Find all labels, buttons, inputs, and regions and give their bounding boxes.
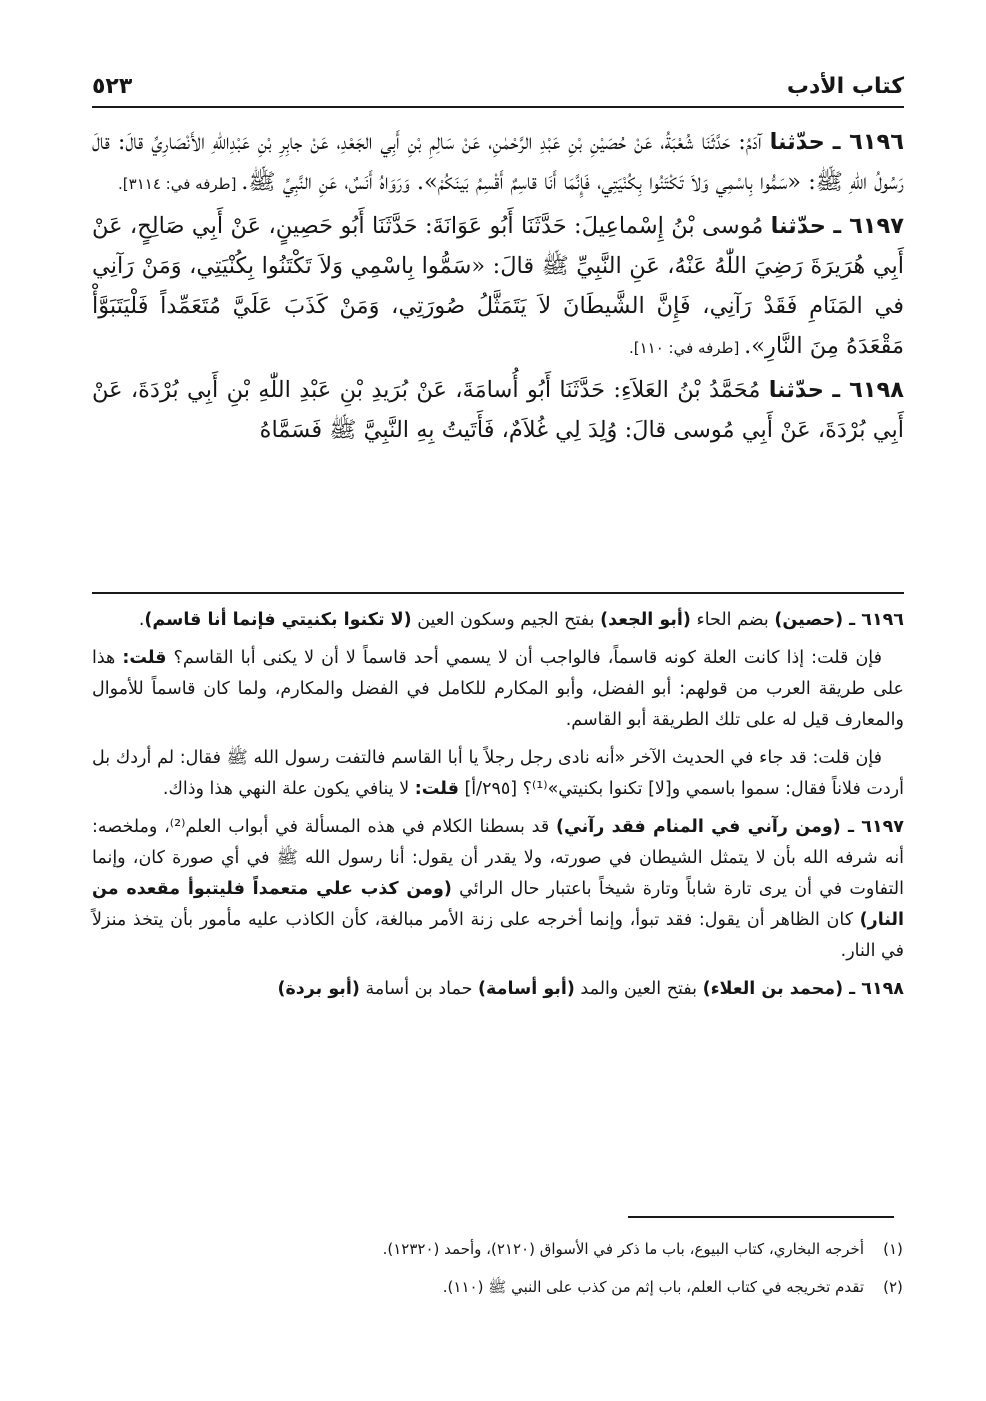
commentary-text: بفتح الجيم وسكون العين [411, 610, 601, 630]
hadith-6197 [92, 206, 904, 368]
footnote-text: أخرجه البخاري، كتاب البيوع، باب ما ذكر في الأسواق (٢١٢٠)، وأحمد (١٢٣٢٠). [382, 1240, 864, 1258]
commentary-paragraph [92, 812, 904, 967]
hadith-cross-ref: [طرفه في: ٣١١٤]. [118, 175, 242, 193]
commentary-paragraph [92, 743, 904, 805]
hadith-lead: حدّثنا [770, 213, 826, 239]
footnote-item [92, 1230, 904, 1268]
footnote-item [92, 1268, 904, 1306]
footnotes [92, 1230, 904, 1306]
footnote-text: تقدم تخريجه في كتاب العلم، باب إثم من كذب على النبي ﷺ (١١٠). [442, 1278, 864, 1296]
hadith-body: مُحَمَّدُ بْنُ العَلاَءِ: حَدَّثَنَا أَبُو أُسامَةَ، عَنْ بُرَيدِ بْنِ عَبْدِ اللّٰهِ بْنِ أَبِي بُرْدَةَ، عَنْ أَبِي بُرْدَةَ، عَنْ أَبِي مُوسى قالَ: وُلِدَ لِي غُلاَمٌ، فَأَتَيتُ بِهِ النَّبِيَّ ﷺ فَسَمَّاهُ [92, 377, 904, 443]
commentary-lemma: (لا تكنوا بكنيتي فإنما أنا قاسم) [144, 610, 412, 630]
hadith-6198 [92, 370, 904, 452]
commentary-lemma: (حصين) [774, 610, 844, 630]
commentary-lemma: (ومن رآني في المنام فقد رآني) [555, 817, 841, 837]
hadith-text-block [92, 122, 904, 452]
commentary-lemma: قلت: [122, 648, 167, 668]
commentary-number: ٦١٩٨ ـ [843, 979, 904, 999]
commentary-text: . [138, 610, 145, 630]
book-title: كتاب الأدب [786, 74, 904, 99]
commentary-paragraph [92, 605, 904, 636]
commentary-text: بفتح العين والمد [574, 979, 703, 999]
hadith-number: ٦١٩٦ ـ [832, 129, 904, 155]
commentary-lemma: قلت: [414, 779, 459, 799]
commentary-text: هذا على طريقة العرب من قولهم: أبو الفضل، وأبو المكارم للكامل في الفضل والمكارم، ولما كان قاسماً للأموال والمعارف قيل له على تلك الطريقة أبو القاسم. [92, 648, 904, 730]
commentary-text: قد بسطنا الكلام في هذه المسألة في أبواب العلم⁽²⁾، وملخصه: أنه شرفه الله بأن لا يتمثل الشيطان في صورته، ولا يقدر أن يقول: أنا رسول الله ﷺ في أي صورة كان، وإنما التفاوت في أن يرى تارة شاباً وتارة شيخاً باعتبار حال الرائي [92, 817, 904, 899]
commentary-number: ٦١٩٦ ـ [843, 610, 904, 630]
hadith-6196 [92, 122, 904, 204]
hadith-number: ٦١٩٧ ـ [833, 213, 904, 239]
commentary-text: فإن قلت: قد جاء في الحديث الآخر «أنه نادى رجل رجلاً يا أبا القاسم فالتفت رسول الله ﷺ فقال: لم أردك بل أردت فلاناً فقال: سموا باسمي و[لا] تكنوا بكنيتي»⁽¹⁾؟ [٢٩٥/أ] [92, 748, 904, 799]
commentary-text: كان الظاهر أن يقول: فقد تبوأ، وإنما أخرجه على زنة الأمر مبالغة، كأن الكاذب عليه مأمور بأن يتخذ منزلاً في النار. [92, 910, 904, 961]
hadith-number: ٦١٩٨ ـ [832, 377, 905, 403]
footnote-number: (١) [883, 1240, 903, 1258]
hadith-cross-ref: [طرفه في: ١١٠]. [628, 339, 745, 357]
footnote-number: (٢) [883, 1278, 903, 1296]
commentary-lemma: (ومن كذب علي متعمداً فليتبوأ مقعده من النار) [92, 879, 904, 930]
hadith-body: آدَمُ: حَدَّثَنَا شُعْبَةُ، عَنْ حُصَيْنِ بْنِ عَبْدِ الرَّحْمٰنِ، عَنْ سَالِمِ بْنِ أَبِي الجَعْدِ، عَنْ جابِرِ بْنِ عَبْدِاللّٰهِ الأَنْصَارِيِّ قالَ: قالَ رَسُولُ اللّٰهِ ﷺ: «سَمُّوا بِاسْمِي وَلاَ تَكْتَنُوا بِكُنْيَتِي، فَإِنَّمَا أَنَا قاسِمٌ أَقْسِمُ بَينَكُمْ». وَرَوَاهُ أَنَسٌ، عَنِ النَّبِيِّ ﷺ. [92, 129, 904, 195]
page-number: ٥٢٣ [92, 74, 133, 99]
commentary-lemma: (أبو أسامة) [478, 979, 575, 999]
commentary-lemma: (محمد بن العلاء) [702, 979, 844, 999]
commentary-block [92, 605, 904, 1012]
hadith-body: مُوسى بْنُ إِسْماعِيلَ: حَدَّثَنَا أَبُو عَوَانَةَ: حَدَّثَنَا أَبُو حَصِينٍ، عَنْ أَبِي صَالِحٍ، عَنْ أَبِي هُرَيرَةَ رَضِيَ اللّٰهُ عَنْهُ، عَنِ النَّبِيِّ ﷺ قالَ: «سَمُّوا بِاسْمِي وَلاَ تَكْتَنُوا بِكُنْيَتِي، وَمَنْ رَآنِي في المَنَامِ فَقَدْ رَآنِي، فَإِنَّ الشَّيطَانَ لاَ يَتَمَثَّلُ صُورَتِي، وَمَنْ كَذَبَ عَلَيَّ مُتَعَمِّداً فَلْيَتَبَوَّأْ مَقْعَدَهُ مِنَ النَّارِ». [92, 213, 904, 359]
hadith-lead: حدّثنا [768, 377, 825, 403]
commentary-lemma: (أبو الجعد) [600, 610, 691, 630]
commentary-text: حماد بن أسامة [359, 979, 478, 999]
commentary-paragraph [92, 643, 904, 736]
commentary-lemma: (أبو بردة) [277, 979, 360, 999]
running-header [92, 62, 904, 108]
commentary-text: لا ينافي يكون علة النهي هذا وذاك. [162, 779, 415, 799]
hadith-lead: حدّثنا [769, 129, 825, 155]
section-divider [92, 592, 904, 594]
commentary-number: ٦١٩٧ ـ [840, 817, 904, 837]
page-body [92, 62, 904, 452]
commentary-text: فإن قلت: إذا كانت العلة كونه قاسماً، فالواجب أن لا يسمي أحد قاسماً لا أن لا يكنى أبا القاسم؟ [166, 648, 883, 668]
commentary-paragraph [92, 974, 904, 1005]
footnote-divider [628, 1216, 894, 1218]
commentary-text: بضم الحاء [690, 610, 775, 630]
